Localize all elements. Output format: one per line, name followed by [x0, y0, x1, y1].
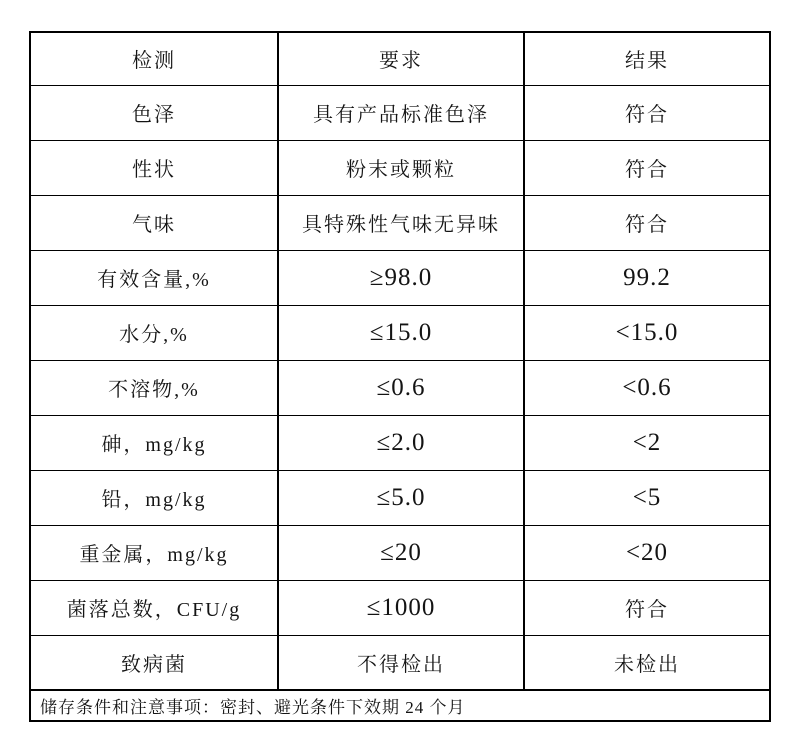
result-cell: 符合: [524, 140, 770, 195]
requirement-cell: ≤5.0: [278, 470, 524, 525]
inspection-spec-table: [29, 31, 771, 722]
test-name-cell: 致病菌: [30, 635, 278, 690]
table-row: [30, 525, 770, 580]
table-row: [30, 470, 770, 525]
result-cell: 符合: [524, 195, 770, 250]
table-row: [30, 85, 770, 140]
footer-row: [30, 690, 770, 721]
requirement-cell: 具有产品标准色泽: [278, 85, 524, 140]
result-cell: 符合: [524, 580, 770, 635]
requirement-cell: 具特殊性气味无异味: [278, 195, 524, 250]
test-name-cell: 气味: [30, 195, 278, 250]
requirement-cell: ≤0.6: [278, 360, 524, 415]
table-row: [30, 580, 770, 635]
requirement-cell: ≤1000: [278, 580, 524, 635]
requirement-cell: ≤15.0: [278, 305, 524, 360]
result-cell: <20: [524, 525, 770, 580]
table-row: [30, 250, 770, 305]
test-name-cell: 砷，mg/kg: [30, 415, 278, 470]
result-cell: <2: [524, 415, 770, 470]
column-header-result: 结果: [524, 32, 770, 85]
test-name-cell: 不溶物,%: [30, 360, 278, 415]
test-name-cell: 菌落总数，CFU/g: [30, 580, 278, 635]
table-row: [30, 360, 770, 415]
test-name-cell: 性状: [30, 140, 278, 195]
requirement-cell: ≥98.0: [278, 250, 524, 305]
result-cell: 未检出: [524, 635, 770, 690]
test-name-cell: 水分,%: [30, 305, 278, 360]
requirement-cell: 粉末或颗粒: [278, 140, 524, 195]
table-row: [30, 415, 770, 470]
column-header-requirement: 要求: [278, 32, 524, 85]
requirement-cell: ≤20: [278, 525, 524, 580]
table-row: [30, 140, 770, 195]
header-row: [30, 32, 770, 85]
test-name-cell: 色泽: [30, 85, 278, 140]
test-name-cell: 重金属，mg/kg: [30, 525, 278, 580]
table-row: [30, 305, 770, 360]
test-name-cell: 铅，mg/kg: [30, 470, 278, 525]
result-cell: <15.0: [524, 305, 770, 360]
result-cell: 99.2: [524, 250, 770, 305]
column-header-test: 检测: [30, 32, 278, 85]
storage-note: 储存条件和注意事项：密封、避光条件下效期 24 个月: [30, 690, 770, 721]
table-row: [30, 635, 770, 690]
result-cell: 符合: [524, 85, 770, 140]
requirement-cell: 不得检出: [278, 635, 524, 690]
result-cell: <5: [524, 470, 770, 525]
result-cell: <0.6: [524, 360, 770, 415]
table-row: [30, 195, 770, 250]
requirement-cell: ≤2.0: [278, 415, 524, 470]
test-name-cell: 有效含量,%: [30, 250, 278, 305]
